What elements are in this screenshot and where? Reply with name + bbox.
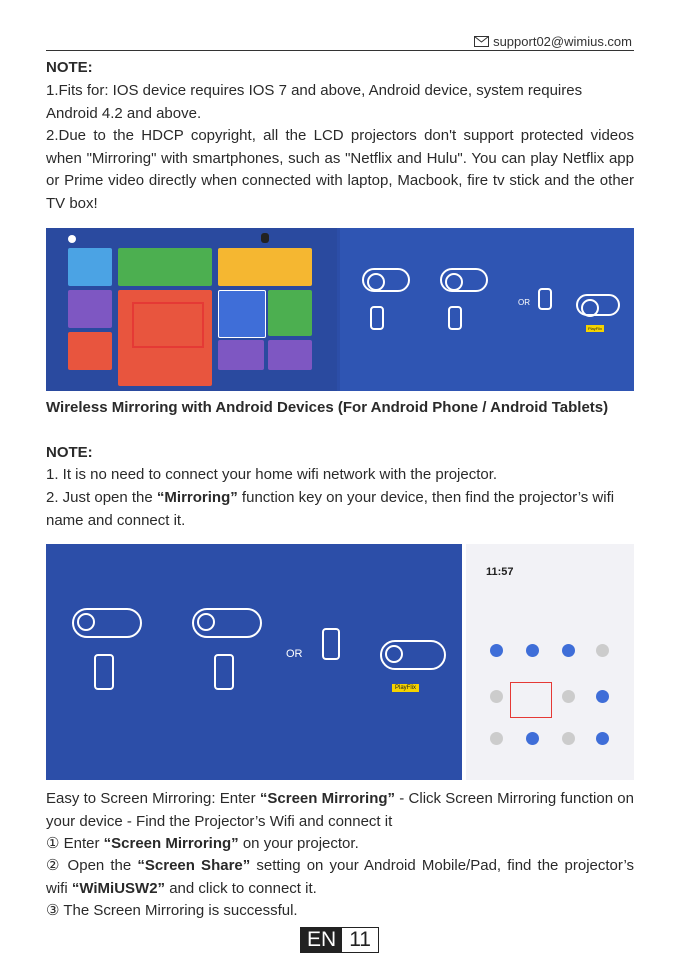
phone-clock: 11:57 bbox=[486, 566, 514, 578]
phone-icon bbox=[214, 654, 234, 690]
flashlight-icon[interactable] bbox=[562, 690, 575, 703]
dnd-icon[interactable] bbox=[596, 732, 609, 745]
step-3: ③ The Screen Mirroring is successful. bbox=[46, 902, 298, 919]
note-line-1: 1.Fits for: IOS device requires IOS 7 and above, Android device, system requires Android 4.2 and above. bbox=[46, 82, 583, 122]
tile-usb[interactable] bbox=[68, 290, 112, 328]
step-1: ① Enter “Screen Mirroring” on your projector. bbox=[46, 835, 359, 852]
projector-icon bbox=[192, 608, 262, 638]
playflix-badge: PlayFlix bbox=[588, 326, 603, 331]
playflix-badge: PlayFlix bbox=[392, 684, 419, 692]
tile-hdmi[interactable] bbox=[118, 248, 212, 286]
mode-icon[interactable] bbox=[490, 690, 503, 703]
phone-icon bbox=[370, 306, 384, 330]
nfc-icon[interactable] bbox=[490, 732, 503, 745]
status-icon bbox=[261, 233, 269, 243]
logo-icon bbox=[68, 235, 76, 243]
section-note-item-2: 2. Just open the “Mirroring” function key on your device, then find the projector’s wifi name and connect it. bbox=[46, 489, 615, 529]
tile-music[interactable] bbox=[218, 340, 264, 370]
mirroring-screen bbox=[340, 228, 634, 391]
section-note-title: NOTE: bbox=[46, 444, 93, 461]
page-number: 11 bbox=[349, 928, 371, 951]
section-heading: Wireless Mirroring with Android Devices (For Android Phone / Android Tablets) bbox=[46, 399, 609, 416]
wifi-icon[interactable] bbox=[490, 644, 503, 657]
support-email bbox=[474, 34, 632, 49]
section-2-intro: Easy to Screen Mirroring: Enter “Screen Mirroring” - Click Screen Mirroring function on your device - Find the Projector’s Wifi and connect it bbox=[46, 790, 634, 830]
tile-apple[interactable] bbox=[68, 248, 112, 286]
or-label: OR bbox=[518, 298, 530, 307]
page-footer bbox=[300, 927, 379, 953]
tile-video[interactable] bbox=[218, 290, 266, 338]
email-text: support02@wimius.com bbox=[493, 34, 632, 49]
projector-icon bbox=[72, 608, 142, 638]
envelope-icon bbox=[474, 36, 489, 47]
mirroring-guide-screenshot bbox=[46, 544, 462, 780]
projector-icon bbox=[440, 268, 488, 292]
phone-icon bbox=[448, 306, 462, 330]
location-icon[interactable] bbox=[562, 732, 575, 745]
rotate-icon[interactable] bbox=[596, 644, 609, 657]
tile-screen-mirroring[interactable] bbox=[118, 290, 212, 386]
mirroring-highlight bbox=[132, 302, 204, 348]
projector-icon bbox=[576, 294, 620, 316]
tile-files[interactable] bbox=[268, 340, 312, 370]
tile-photo[interactable] bbox=[268, 290, 312, 336]
phone-icon bbox=[538, 288, 552, 310]
home-screen bbox=[46, 228, 337, 391]
tile-settings[interactable] bbox=[68, 332, 112, 370]
step-2: ② Open the “Screen Share” setting on your Android Mobile/Pad, find the projector’s wifi “WiMiUSW2” and click to connect it. bbox=[46, 857, 635, 897]
projector-icon bbox=[380, 640, 446, 670]
note-line-2: 2.Due to the HDCP copyright, all the LCD projectors don't support protected videos when "Mirroring" with smartphones, such as "Netflix and Hulu". You can play Netflix app or Prime video directly when connected with laptop, Macbook, fire tv stick and the other TV box! bbox=[46, 127, 634, 212]
screen-share-highlight[interactable] bbox=[510, 682, 552, 718]
projector-home-screenshot bbox=[46, 228, 634, 391]
hotspot-icon[interactable] bbox=[526, 732, 539, 745]
projector-icon bbox=[362, 268, 410, 292]
page-header bbox=[46, 32, 634, 51]
bluetooth-icon[interactable] bbox=[526, 644, 539, 657]
tile-miracast[interactable] bbox=[218, 248, 312, 286]
android-quick-settings-screenshot bbox=[466, 544, 634, 780]
language-label: EN bbox=[301, 928, 342, 952]
power-icon[interactable] bbox=[596, 690, 609, 703]
sound-icon[interactable] bbox=[562, 644, 575, 657]
note-title: NOTE: bbox=[46, 59, 93, 76]
phone-icon bbox=[322, 628, 340, 660]
or-label: OR bbox=[286, 648, 303, 660]
phone-icon bbox=[94, 654, 114, 690]
section-note-item-1: 1. It is no need to connect your home wifi network with the projector. bbox=[46, 466, 498, 483]
